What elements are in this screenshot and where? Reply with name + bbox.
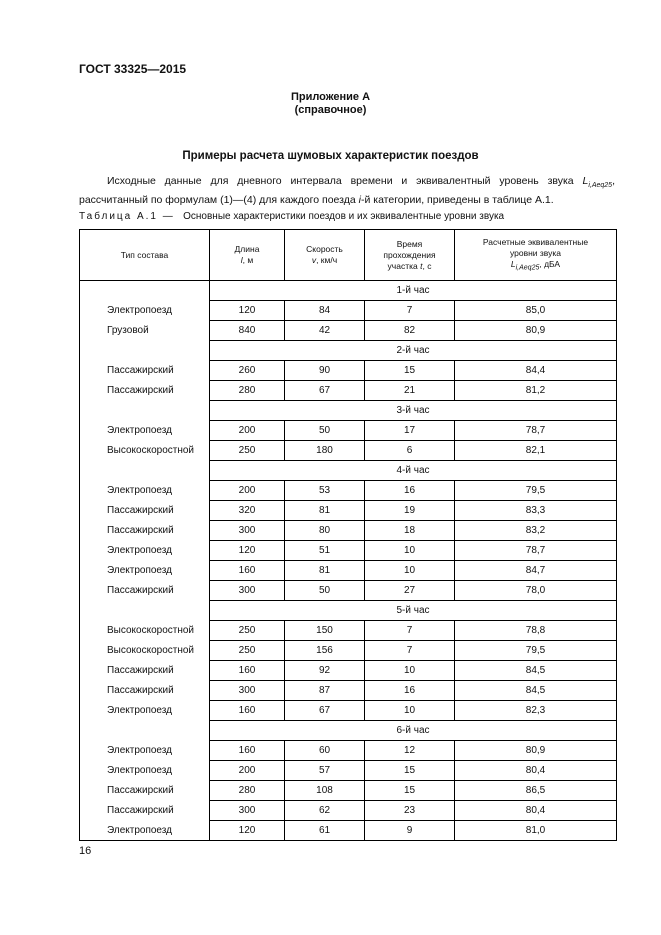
cell-time: 7 <box>365 641 455 661</box>
cell-level: 80,9 <box>455 741 617 761</box>
cell-speed: 51 <box>285 541 365 561</box>
cell-speed: 150 <box>285 621 365 641</box>
cell-length: 250 <box>210 441 285 461</box>
hour-label: 5-й час <box>210 601 617 621</box>
cell-level: 84,7 <box>455 561 617 581</box>
cell-length: 300 <box>210 521 285 541</box>
cell-speed: 57 <box>285 761 365 781</box>
cell-type: Высокоскоростной <box>80 641 210 661</box>
cell-speed: 50 <box>285 581 365 601</box>
cell-type: Электропоезд <box>80 701 210 721</box>
table-row <box>80 481 617 501</box>
table-row <box>80 801 617 821</box>
cell-type: Электропоезд <box>80 761 210 781</box>
cell-level: 84,5 <box>455 661 617 681</box>
table-row <box>80 541 617 561</box>
cell-level: 78,7 <box>455 421 617 441</box>
cell-speed: 84 <box>285 301 365 321</box>
cell-type: Электропоезд <box>80 541 210 561</box>
header-speed: Скорость v, км/ч <box>285 230 365 281</box>
cell-level: 83,3 <box>455 501 617 521</box>
hour-row <box>80 461 617 481</box>
cell-level: 81,2 <box>455 381 617 401</box>
cell-level: 78,0 <box>455 581 617 601</box>
table-row <box>80 321 617 341</box>
cell-speed: 81 <box>285 561 365 581</box>
hour-label: 3-й час <box>210 401 617 421</box>
cell-time: 21 <box>365 381 455 401</box>
cell-time: 15 <box>365 781 455 801</box>
cell-length: 160 <box>210 661 285 681</box>
cell-type: Высокоскоростной <box>80 441 210 461</box>
cell-time: 10 <box>365 541 455 561</box>
hour-label: 4-й час <box>210 461 617 481</box>
cell-time: 23 <box>365 801 455 821</box>
cell-speed: 81 <box>285 501 365 521</box>
cell-time: 10 <box>365 561 455 581</box>
cell-time: 15 <box>365 361 455 381</box>
table-row <box>80 661 617 681</box>
caption-text: Основные характеристики поездов и их эквивалентные уровни звука <box>183 211 505 222</box>
cell-length: 840 <box>210 321 285 341</box>
cell-type: Пассажирский <box>80 381 210 401</box>
cell-level: 80,4 <box>455 761 617 781</box>
table-row <box>80 381 617 401</box>
cell-type: Пассажирский <box>80 681 210 701</box>
hour-row <box>80 721 617 741</box>
appendix-title: Приложение А <box>290 91 371 103</box>
cell-type: Грузовой <box>80 321 210 341</box>
cell-time: 10 <box>365 701 455 721</box>
cell-level: 86,5 <box>455 781 617 801</box>
cell-level: 85,0 <box>455 301 617 321</box>
cell-level: 79,5 <box>455 641 617 661</box>
header-level: Расчетные эквивалентные уровни звука $L_{i,Aeq25}$, дБА <box>455 230 617 281</box>
cell-speed: 62 <box>285 801 365 821</box>
hour-row <box>80 401 617 421</box>
cell-speed: 53 <box>285 481 365 501</box>
cell-level: 80,4 <box>455 801 617 821</box>
cell-time: 17 <box>365 421 455 441</box>
cell-level: 78,8 <box>455 621 617 641</box>
table-row <box>80 521 617 541</box>
cell-speed: 67 <box>285 381 365 401</box>
intro-symbol: L <box>582 175 589 187</box>
cell-time: 10 <box>365 661 455 681</box>
cell-length: 300 <box>210 681 285 701</box>
cell-time: 18 <box>365 521 455 541</box>
table-row <box>80 781 617 801</box>
page-number: 16 <box>79 845 92 857</box>
cell-length: 200 <box>210 421 285 441</box>
cell-type: Электропоезд <box>80 561 210 581</box>
table-row <box>80 761 617 781</box>
cell-length: 200 <box>210 761 285 781</box>
intro-part2: , рассчитанный по формулам (1)—(4) для каждого поезда <box>79 175 615 207</box>
header-type: Тип состава <box>80 230 210 281</box>
cell-level: 78,7 <box>455 541 617 561</box>
cell-speed: 61 <box>285 821 365 841</box>
table-row <box>80 681 617 701</box>
table-header-row <box>80 230 617 281</box>
cell-time: 7 <box>365 301 455 321</box>
table-row <box>80 421 617 441</box>
table-row <box>80 561 617 581</box>
cell-type: Высокоскоростной <box>80 621 210 641</box>
standard-code: ГОСТ 33325—2015 <box>79 62 187 76</box>
cell-level: 83,2 <box>455 521 617 541</box>
intro-part3: -й категории, приведены в таблице А.1. <box>360 194 554 207</box>
table-row <box>80 501 617 521</box>
cell-time: 7 <box>365 621 455 641</box>
hour-row <box>80 281 617 301</box>
header-time: Время прохождения участка t, с <box>365 230 455 281</box>
cell-level: 81,0 <box>455 821 617 841</box>
cell-time: 16 <box>365 481 455 501</box>
cell-speed: 80 <box>285 521 365 541</box>
cell-time: 9 <box>365 821 455 841</box>
intro-italic-i: i <box>358 194 361 207</box>
table-caption <box>79 211 504 222</box>
cell-speed: 67 <box>285 701 365 721</box>
cell-type: Пассажирский <box>80 361 210 381</box>
cell-type: Пассажирский <box>80 501 210 521</box>
cell-time: 15 <box>365 761 455 781</box>
cell-length: 160 <box>210 561 285 581</box>
cell-time: 27 <box>365 581 455 601</box>
cell-length: 120 <box>210 301 285 321</box>
cell-type: Пассажирский <box>80 801 210 821</box>
table-row <box>80 641 617 661</box>
cell-type: Пассажирский <box>80 581 210 601</box>
cell-length: 320 <box>210 501 285 521</box>
cell-length: 250 <box>210 621 285 641</box>
cell-speed: 180 <box>285 441 365 461</box>
cell-speed: 50 <box>285 421 365 441</box>
table-row <box>80 361 617 381</box>
cell-level: 80,9 <box>455 321 617 341</box>
hour-label: 6-й час <box>210 721 617 741</box>
cell-level: 84,5 <box>455 681 617 701</box>
cell-length: 300 <box>210 801 285 821</box>
header-length: Длина l, м <box>210 230 285 281</box>
cell-speed: 60 <box>285 741 365 761</box>
intro-symbol-sub: i,Aeq25 <box>588 182 613 190</box>
cell-type: Электропоезд <box>80 481 210 501</box>
cell-length: 200 <box>210 481 285 501</box>
cell-time: 82 <box>365 321 455 341</box>
cell-length: 160 <box>210 701 285 721</box>
cell-length: 300 <box>210 581 285 601</box>
cell-time: 16 <box>365 681 455 701</box>
table-row <box>80 581 617 601</box>
cell-level: 82,3 <box>455 701 617 721</box>
hour-row <box>80 601 617 621</box>
cell-type: Электропоезд <box>80 741 210 761</box>
intro-paragraph <box>79 174 615 207</box>
table-row <box>80 621 617 641</box>
cell-speed: 156 <box>285 641 365 661</box>
cell-length: 280 <box>210 381 285 401</box>
cell-time: 12 <box>365 741 455 761</box>
cell-type: Пассажирский <box>80 521 210 541</box>
cell-length: 260 <box>210 361 285 381</box>
cell-speed: 92 <box>285 661 365 681</box>
cell-speed: 108 <box>285 781 365 801</box>
caption-label: Таблица А.1 — <box>79 211 175 222</box>
appendix-note: (справочное) <box>294 104 367 116</box>
cell-speed: 42 <box>285 321 365 341</box>
cell-length: 120 <box>210 821 285 841</box>
cell-level: 79,5 <box>455 481 617 501</box>
cell-speed: 90 <box>285 361 365 381</box>
intro-part1: Исходные данные для дневного интервала времени и эквивалентный уровень звука <box>107 175 583 187</box>
table-row <box>80 821 617 841</box>
cell-length: 120 <box>210 541 285 561</box>
cell-length: 280 <box>210 781 285 801</box>
cell-type: Электропоезд <box>80 821 210 841</box>
section-heading: Примеры расчета шумовых характеристик поездов <box>182 150 479 162</box>
cell-level: 82,1 <box>455 441 617 461</box>
table-row <box>80 301 617 321</box>
hour-label: 2-й час <box>210 341 617 361</box>
cell-type: Электропоезд <box>80 421 210 441</box>
table-row <box>80 741 617 761</box>
table-row <box>80 441 617 461</box>
cell-level: 84,4 <box>455 361 617 381</box>
hour-row <box>80 341 617 361</box>
hour-label: 1-й час <box>210 281 617 301</box>
cell-length: 250 <box>210 641 285 661</box>
cell-length: 160 <box>210 741 285 761</box>
cell-time: 19 <box>365 501 455 521</box>
train-data-table <box>79 229 617 841</box>
cell-time: 6 <box>365 441 455 461</box>
cell-type: Электропоезд <box>80 301 210 321</box>
cell-type: Пассажирский <box>80 661 210 681</box>
cell-speed: 87 <box>285 681 365 701</box>
table-row <box>80 701 617 721</box>
cell-type: Пассажирский <box>80 781 210 801</box>
